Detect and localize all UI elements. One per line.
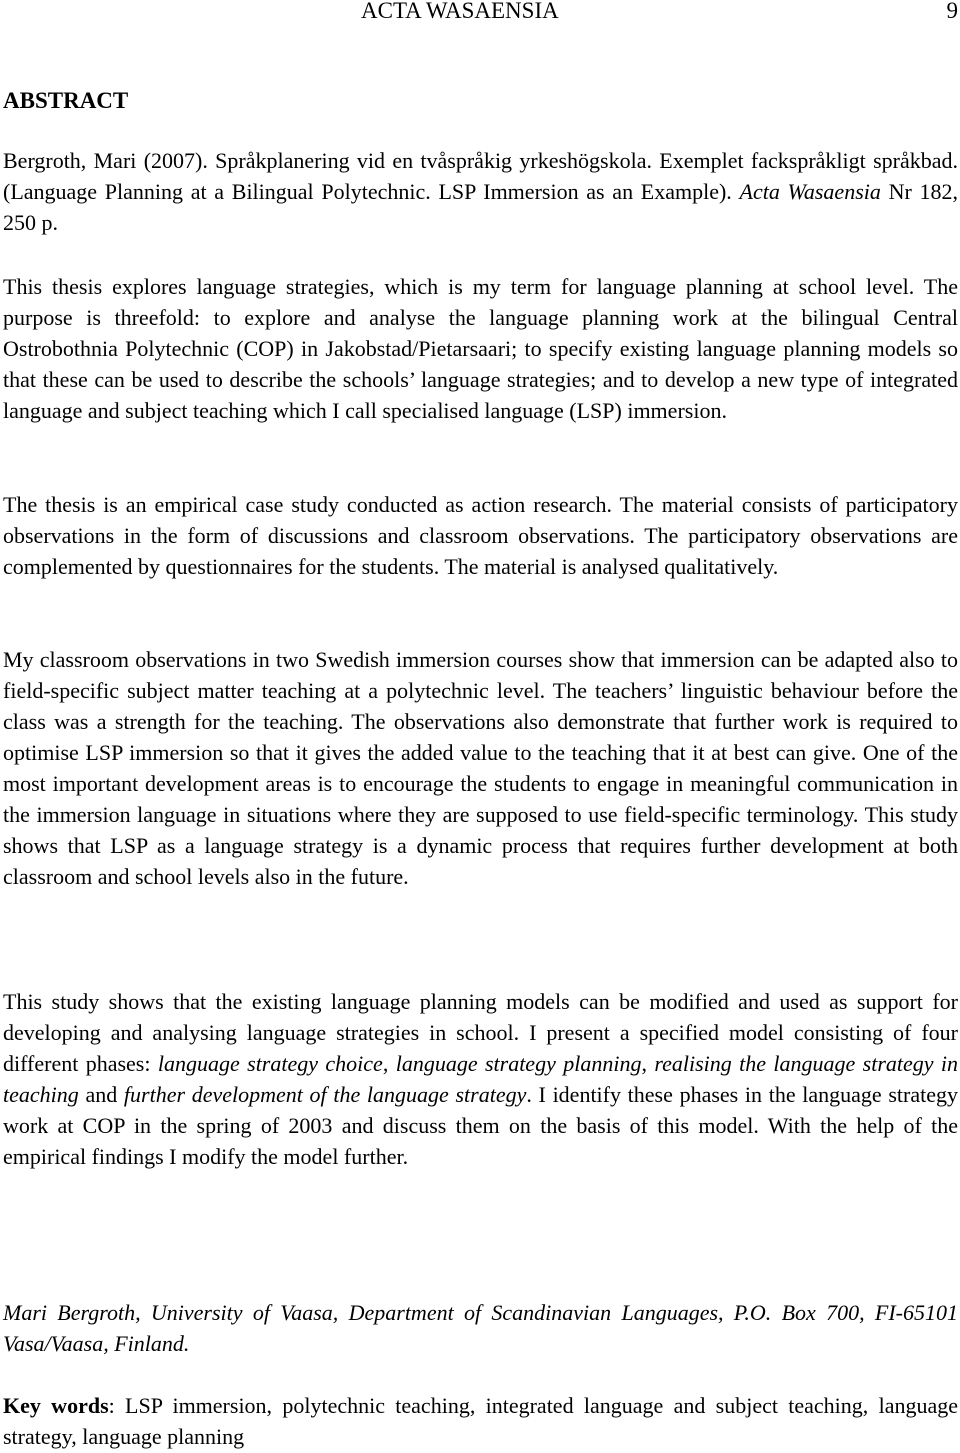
series-title: Acta Wasaensia — [739, 179, 881, 204]
abstract-paragraph-observations: My classroom observations in two Swedish immersion courses show that immersion can be adapted also to field-specific subject matter teaching at a polytechnic level. The teachers’ linguistic behaviour before the class was a strength for the teaching. The observations also demonstrate that further work is required to optimise LSP immersion so that it gives the added value to the teaching that it at best can give. One of the most important development areas is to encourage the students to engage in meaningful communication in the immersion language in situations where they are supposed to use field-specific terminology. This study shows that LSP as a language strategy is a dynamic process that requires further development at both classroom and school levels also in the future. — [3, 647, 958, 889]
author-affiliation: Mari Bergroth, University of Vaasa, Department of Scandinavian Languages, P.O. Box 700, FI-65101 Vasa/Vaasa, Finland. — [3, 1300, 958, 1356]
phase-strategy-planning: language strategy planning — [395, 1051, 642, 1076]
page-number: 9 — [946, 0, 958, 23]
phase-strategy-choice: language strategy choice — [157, 1051, 383, 1076]
reference-number: Nr 182, 250 p. — [3, 179, 959, 235]
keywords-text: : LSP immersion, polytechnic teaching, integrated language and subject teaching, language strategy, language planning — [3, 1393, 959, 1449]
phase-realising-strategy: realising the language strategy in teaching — [3, 1051, 959, 1107]
bibliographic-reference — [3, 145, 958, 238]
model-text-2: , — [382, 1051, 396, 1076]
keywords-label: Key words — [3, 1393, 109, 1418]
abstract-paragraph-model — [3, 986, 958, 1172]
keywords — [3, 1390, 958, 1452]
model-text-4: and — [78, 1082, 124, 1107]
reference-text: Bergroth, Mari (2007). Språkplanering vid en tvåspråkig yrkeshögskola. Exemplet fackspråkligt språkbad. (Language Planning at a Bilingual Polytechnic. LSP Immersion as an Example). — [3, 148, 958, 204]
document-page — [3, 0, 958, 1453]
model-text-1: This study shows that the existing language planning models can be modified and used as support for developing and analysing language strategies in school. I present a specified model consisting of four different phases: — [3, 989, 958, 1076]
model-text-3: , — [641, 1051, 655, 1076]
phase-further-development: further development of the language strategy — [123, 1082, 527, 1107]
abstract-heading: ABSTRACT — [3, 88, 129, 113]
journal-name: ACTA WASAENSIA — [361, 0, 559, 23]
model-text-5: . I identify these phases in the language strategy work at COP in the spring of 2003 and discuss them on the basis of this model. With the help of the empirical findings I modify the model further. — [3, 1082, 959, 1169]
running-header — [3, 0, 958, 35]
abstract-paragraph-purpose: This thesis explores language strategies, which is my term for language planning at school level. The purpose is threefold: to explore and analyse the language planning work at the bilingual Central Ostrobothnia Polytechnic (COP) in Jakobstad/Pietarsaari; to specify existing language planning models so that these can be used to describe the schools’ language strategies; and to develop a new type of integrated language and subject teaching which I call specialised language (LSP) immersion. — [3, 274, 958, 423]
abstract-paragraph-method: The thesis is an empirical case study conducted as action research. The material consists of participatory observations in the form of discussions and classroom observations. The participatory observations are complemented by questionnaires for the students. The material is analysed qualitatively. — [3, 492, 958, 579]
